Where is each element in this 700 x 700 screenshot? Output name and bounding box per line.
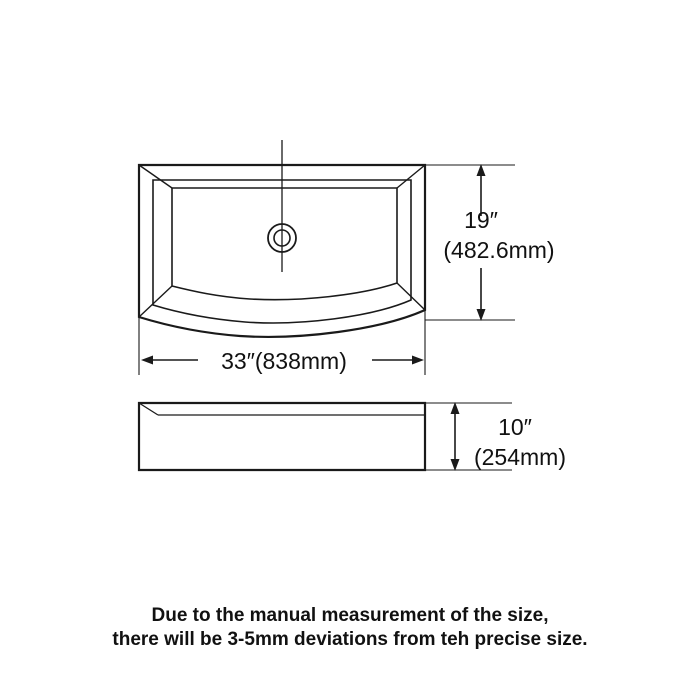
note-line-1: Due to the manual measurement of the size, [151, 605, 549, 626]
depth-dimension-mm: (482.6mm) [443, 237, 555, 263]
bevel-line-bottom-left [139, 286, 172, 317]
height-arrow-down [451, 459, 460, 471]
depth-arrow-up [477, 164, 486, 176]
depth-arrow-down [477, 309, 486, 321]
height-dimension-inches: 10″ [498, 414, 532, 440]
front-view [139, 402, 566, 471]
width-dimension-label: 33″(838mm) [221, 348, 347, 374]
note-line-2: there will be 3-5mm deviations from teh precise size. [112, 629, 588, 650]
height-dimension-mm: (254mm) [473, 444, 567, 470]
sink-basin-outline [172, 188, 397, 300]
height-arrow-up [451, 402, 460, 414]
bevel-line-top-left [139, 165, 172, 188]
front-view-outline [139, 403, 425, 470]
measurement-note [112, 605, 587, 650]
front-bevel-left [139, 403, 158, 415]
top-view [139, 140, 555, 375]
width-arrow-right [412, 356, 424, 365]
width-arrow-left [141, 356, 153, 365]
depth-dimension-inches: 19″ [464, 207, 498, 233]
